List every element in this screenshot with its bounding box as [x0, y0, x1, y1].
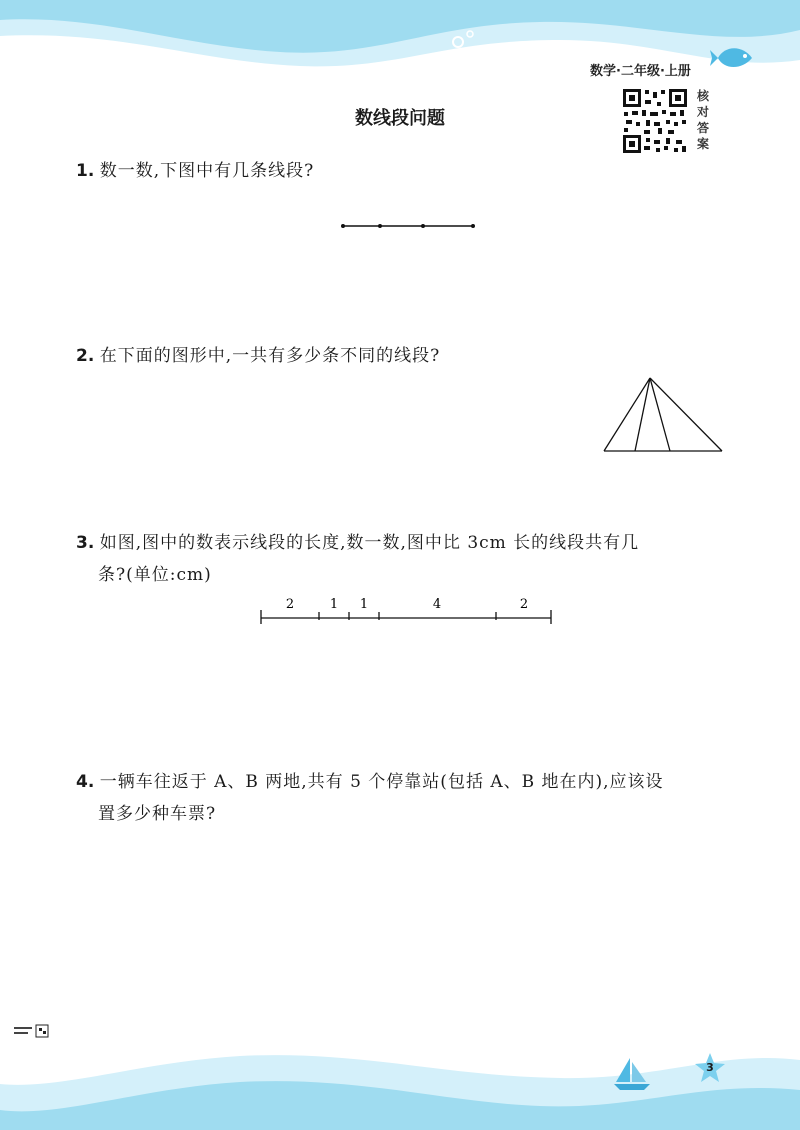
qr-caption-char: 核	[697, 89, 710, 103]
measured-segment-figure	[256, 590, 556, 626]
book-label: 数学·二年级·上册	[590, 64, 691, 79]
triangle-figure	[600, 374, 728, 456]
segment-length-label: 2	[285, 597, 295, 612]
qr-caption-char: 答	[697, 121, 710, 135]
question-1	[76, 155, 736, 187]
question-text: 数一数,下图中有几条线段?	[99, 161, 315, 181]
segment-length-label: 1	[359, 597, 369, 612]
question-number: 2.	[76, 346, 95, 366]
question-number: 3.	[76, 533, 95, 553]
page-title: 数线段问题	[355, 108, 445, 129]
question-text-line-1: 一辆车往返于 A、B 两地,共有 5 个停靠站(包括 A、B 地在内),应该设	[99, 772, 664, 792]
question-2	[76, 340, 736, 372]
page-number: 3	[706, 1061, 714, 1074]
segment-length-label: 4	[432, 597, 442, 612]
qr-caption-char: 案	[697, 137, 710, 151]
line-segment-figure	[335, 218, 485, 234]
fish-icon	[710, 38, 760, 78]
question-text-line-2: 置多少种车票?	[98, 804, 217, 824]
watermark-icon	[14, 1024, 52, 1038]
segment-length-label: 2	[519, 597, 529, 612]
question-text-line-2: 条?(单位:cm)	[98, 565, 212, 585]
question-4	[76, 766, 736, 830]
sailboat-icon	[612, 1056, 652, 1092]
header-wave-decoration	[0, 0, 800, 95]
question-number: 1.	[76, 161, 95, 181]
qr-caption-char: 对	[697, 105, 710, 119]
question-number: 4.	[76, 772, 95, 792]
question-text: 在下面的图形中,一共有多少条不同的线段?	[99, 346, 441, 366]
question-3	[76, 527, 736, 591]
segment-length-label: 1	[329, 597, 339, 612]
footer-wave-decoration	[0, 1040, 800, 1130]
question-text-line-1: 如图,图中的数表示线段的长度,数一数,图中比 3cm 长的线段共有几	[99, 533, 640, 553]
